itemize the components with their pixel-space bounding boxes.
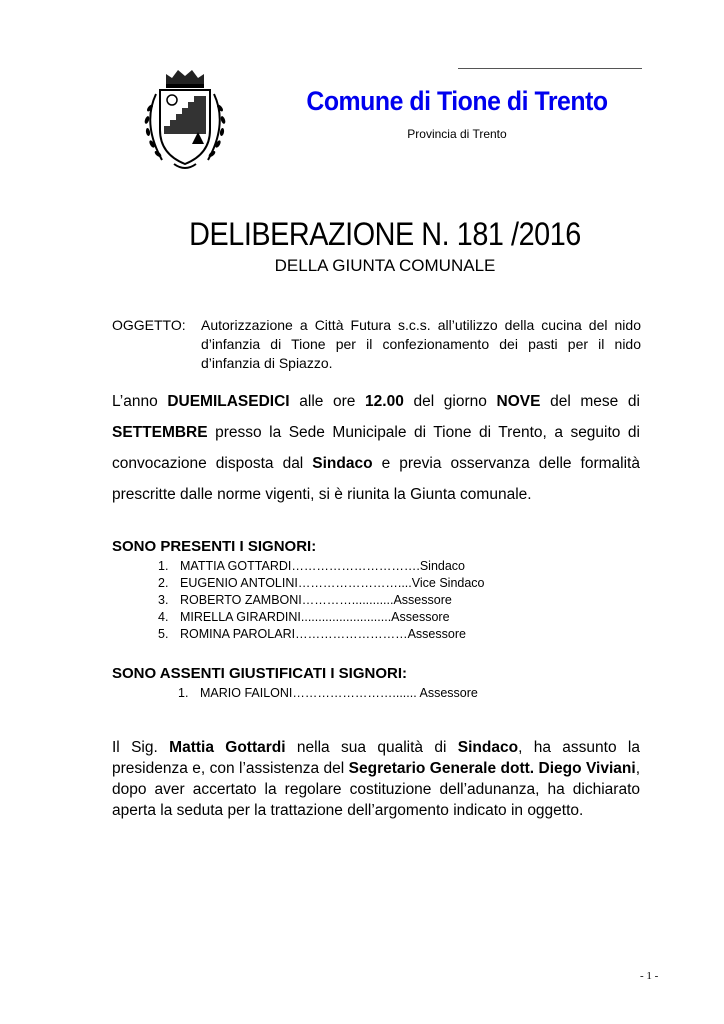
intro-paragraph bbox=[112, 386, 640, 510]
secretary-name: Segretario Generale dott. Diego Viviani bbox=[348, 760, 636, 777]
item-number: 2. bbox=[158, 576, 169, 590]
list-item bbox=[158, 626, 485, 643]
municipality-title: Comune di Tione di Trento bbox=[306, 86, 608, 116]
list-item bbox=[178, 685, 478, 702]
subject-text: Autorizzazione a Città Futura s.c.s. all’utilizzo della cucina del nido d’infanzia di Tione per il confezionamento dei pasti per il nido d’infanzia di Spiazzo. bbox=[201, 317, 641, 371]
leader-dots: …………………….... bbox=[297, 576, 412, 590]
item-number: 1. bbox=[158, 559, 169, 573]
member-role: Sindaco bbox=[419, 559, 466, 573]
intro-year: DUEMILASEDICI bbox=[167, 393, 290, 410]
intro-text: e previa osservanza delle formalità prescritte dalle norme vigenti, si è riunita la Giunta comunale. bbox=[112, 455, 640, 503]
absent-members-list bbox=[178, 685, 478, 702]
closing-text: nella sua qualità di bbox=[285, 739, 458, 756]
leader-dots: …………………………. bbox=[291, 559, 420, 573]
deliberation-subtitle: DELLA GIUNTA COMUNALE bbox=[274, 256, 496, 275]
member-role: Assessore bbox=[393, 593, 452, 607]
item-number: 3. bbox=[158, 593, 169, 607]
member-name: ROMINA PAROLARI bbox=[180, 627, 296, 641]
intro-text: del giorno bbox=[403, 393, 497, 410]
president-role: Sindaco bbox=[457, 739, 519, 756]
president-name: Mattia Gottardi bbox=[169, 739, 286, 756]
province-subtitle: Provincia di Trento bbox=[407, 127, 507, 141]
intro-sindaco: Sindaco bbox=[312, 455, 373, 472]
page-number: - 1 - bbox=[640, 970, 659, 982]
member-role: Assessore bbox=[407, 627, 466, 641]
leader-dots: ……………………....... bbox=[292, 686, 420, 700]
intro-text: del mese di bbox=[540, 393, 640, 410]
member-role: Assessore bbox=[391, 610, 450, 624]
member-role: Vice Sindaco bbox=[411, 576, 485, 590]
leader-dots: ……………………… bbox=[295, 627, 408, 641]
member-name: MIRELLA GIRARDINI bbox=[180, 610, 301, 624]
member-name: MATTIA GOTTARDI bbox=[180, 559, 292, 573]
closing-text: Il Sig. bbox=[112, 739, 170, 756]
item-number: 4. bbox=[158, 610, 169, 624]
intro-day: NOVE bbox=[496, 393, 541, 410]
subject-label: OGGETTO: bbox=[112, 317, 186, 333]
member-name: EUGENIO ANTOLINI bbox=[180, 576, 298, 590]
header-rule bbox=[458, 68, 642, 69]
intro-text: presso la Sede Municipale di Tione di Trento, a seguito di convocazione disposta dal bbox=[112, 424, 640, 472]
present-members-title: SONO PRESENTI I SIGNORI: bbox=[112, 538, 317, 555]
list-item bbox=[158, 609, 485, 626]
list-item bbox=[158, 575, 485, 592]
closing-paragraph bbox=[112, 737, 640, 821]
leader-dots: .......................... bbox=[300, 610, 392, 624]
intro-text: alle ore bbox=[289, 393, 366, 410]
item-number: 1. bbox=[178, 686, 189, 700]
deliberation-title: DELIBERAZIONE N. 181 /2016 bbox=[189, 216, 581, 252]
intro-text: L’anno bbox=[112, 393, 168, 410]
present-members-list bbox=[158, 558, 485, 643]
intro-hour: 12.00 bbox=[365, 393, 404, 410]
item-number: 5. bbox=[158, 627, 169, 641]
list-item bbox=[158, 558, 485, 575]
absent-members-title: SONO ASSENTI GIUSTIFICATI I SIGNORI: bbox=[112, 665, 408, 682]
leader-dots: …………............ bbox=[301, 593, 394, 607]
member-name: MARIO FAILONI bbox=[200, 686, 293, 700]
coat-of-arms-icon bbox=[136, 64, 234, 174]
intro-month: SETTEMBRE bbox=[112, 424, 208, 441]
member-role: Assessore bbox=[419, 686, 478, 700]
member-name: ROBERTO ZAMBONI bbox=[180, 593, 302, 607]
closing-text: , ha assunto la presidenza e, con l’assistenza del bbox=[112, 739, 640, 777]
list-item bbox=[158, 592, 485, 609]
closing-text: , dopo aver accertato la regolare costituzione dell’adunanza, ha dichiarato aperta la seduta per la trattazione dell’argomento indicato in oggetto. bbox=[112, 760, 640, 819]
